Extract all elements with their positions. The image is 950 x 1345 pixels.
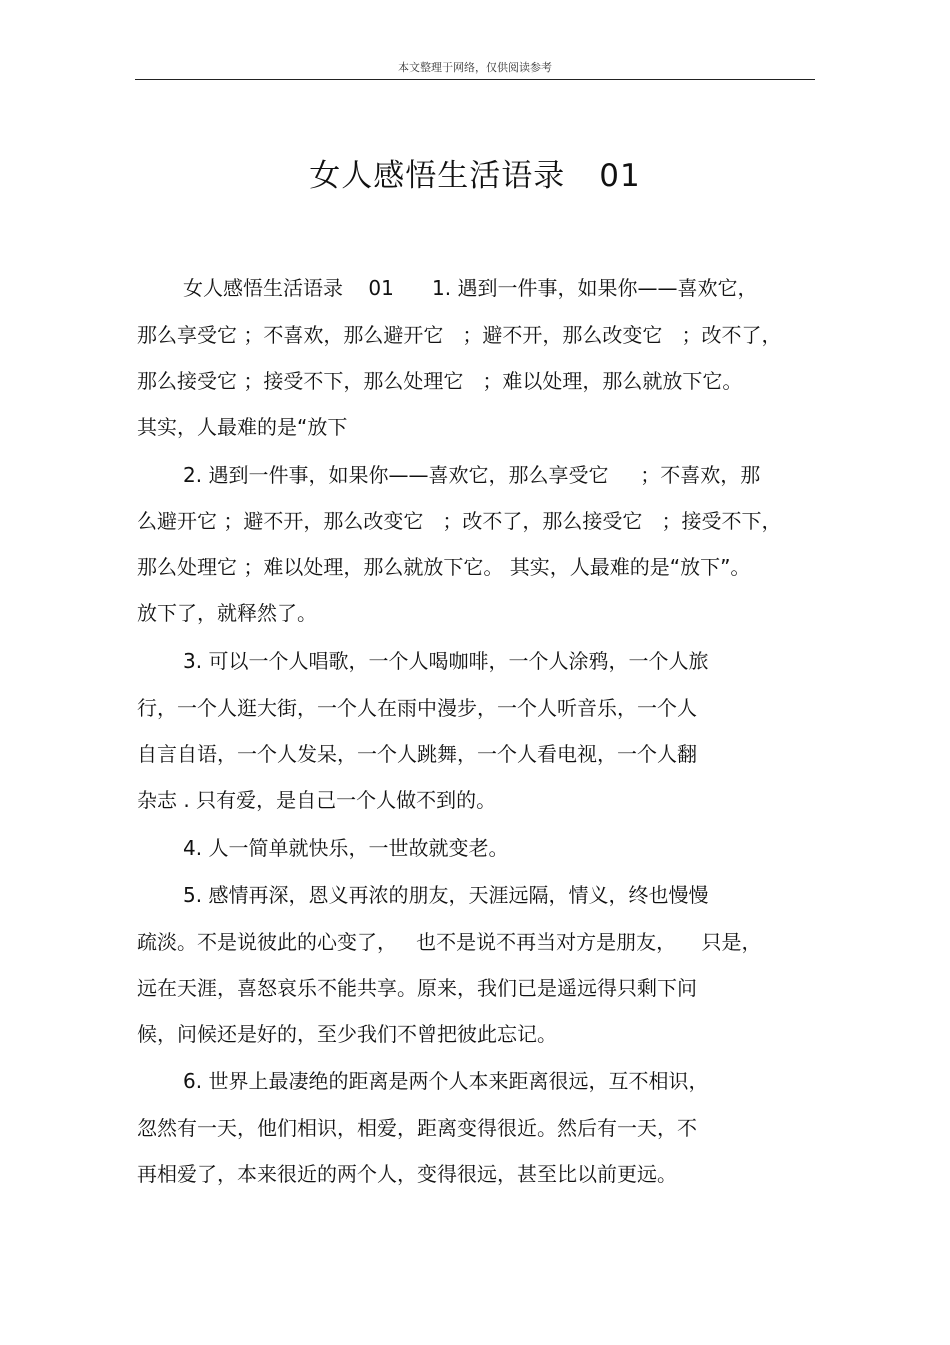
body-line: 么避开它 ；避不开，那么改变它 ；改不了，那么接受它 ；接受不下， — [137, 509, 782, 533]
body-line: 其实，人最难的是“放下 — [137, 415, 348, 439]
body-line: 疏淡。不是说彼此的心变了， 也不是说不再当对方是朋友， 只是， — [137, 930, 762, 954]
body-line: 远在天涯，喜怒哀乐不能共享。原来，我们已是遥远得只剩下问 — [137, 976, 697, 1000]
body-line: 那么处理它 ；难以处理，那么就放下它。 其实，人最难的是“放下”。 — [137, 555, 751, 579]
body-line: 4. 人一简单就快乐，一世故就变老。 — [183, 836, 509, 860]
body-line: 再相爱了，本来很近的两个人，变得很远，甚至比以前更远。 — [137, 1162, 677, 1186]
title-text: 女人感悟生活语录 — [309, 158, 566, 194]
body-line: 行，一个人逛大街，一个人在雨中漫步，一个人听音乐，一个人 — [137, 696, 697, 720]
body-line: 6. 世界上最凄绝的距离是两个人本来距离很远，互不相识， — [183, 1069, 709, 1093]
body-line: 女人感悟生活语录 01 1. 遇到一件事，如果你——喜欢它， — [183, 276, 758, 300]
title-number: 01 — [599, 158, 641, 194]
body-line: 那么享受它 ；不喜欢，那么避开它 ；避不开，那么改变它 ；改不了， — [137, 323, 782, 347]
body-line: 2. 遇到一件事，如果你——喜欢它，那么享受它 ；不喜欢，那 — [183, 463, 761, 487]
body-line: 自言自语，一个人发呆，一个人跳舞，一个人看电视，一个人翻 — [137, 742, 697, 766]
body-line: 3. 可以一个人唱歌，一个人喝咖啡，一个人涂鸦，一个人旅 — [183, 649, 709, 673]
body-line: 候，问候还是好的，至少我们不曾把彼此忘记。 — [137, 1022, 557, 1046]
body-line: 5. 感情再深，恩义再浓的朋友，天涯远隔，情义，终也慢慢 — [183, 883, 709, 907]
header-divider — [135, 79, 815, 80]
header-note: 本文整理于网络，仅供阅读参考 — [398, 61, 552, 74]
body-line: 杂志 . 只有爱，是自己一个人做不到的。 — [137, 788, 497, 812]
body-line: 放下了，就释然了。 — [137, 601, 317, 625]
body-line: 那么接受它 ；接受不下，那么处理它 ；难以处理，那么就放下它。 — [137, 369, 743, 393]
body-line: 忽然有一天，他们相识，相爱，距离变得很近。然后有一天，不 — [137, 1116, 697, 1140]
document-title — [0, 150, 950, 195]
